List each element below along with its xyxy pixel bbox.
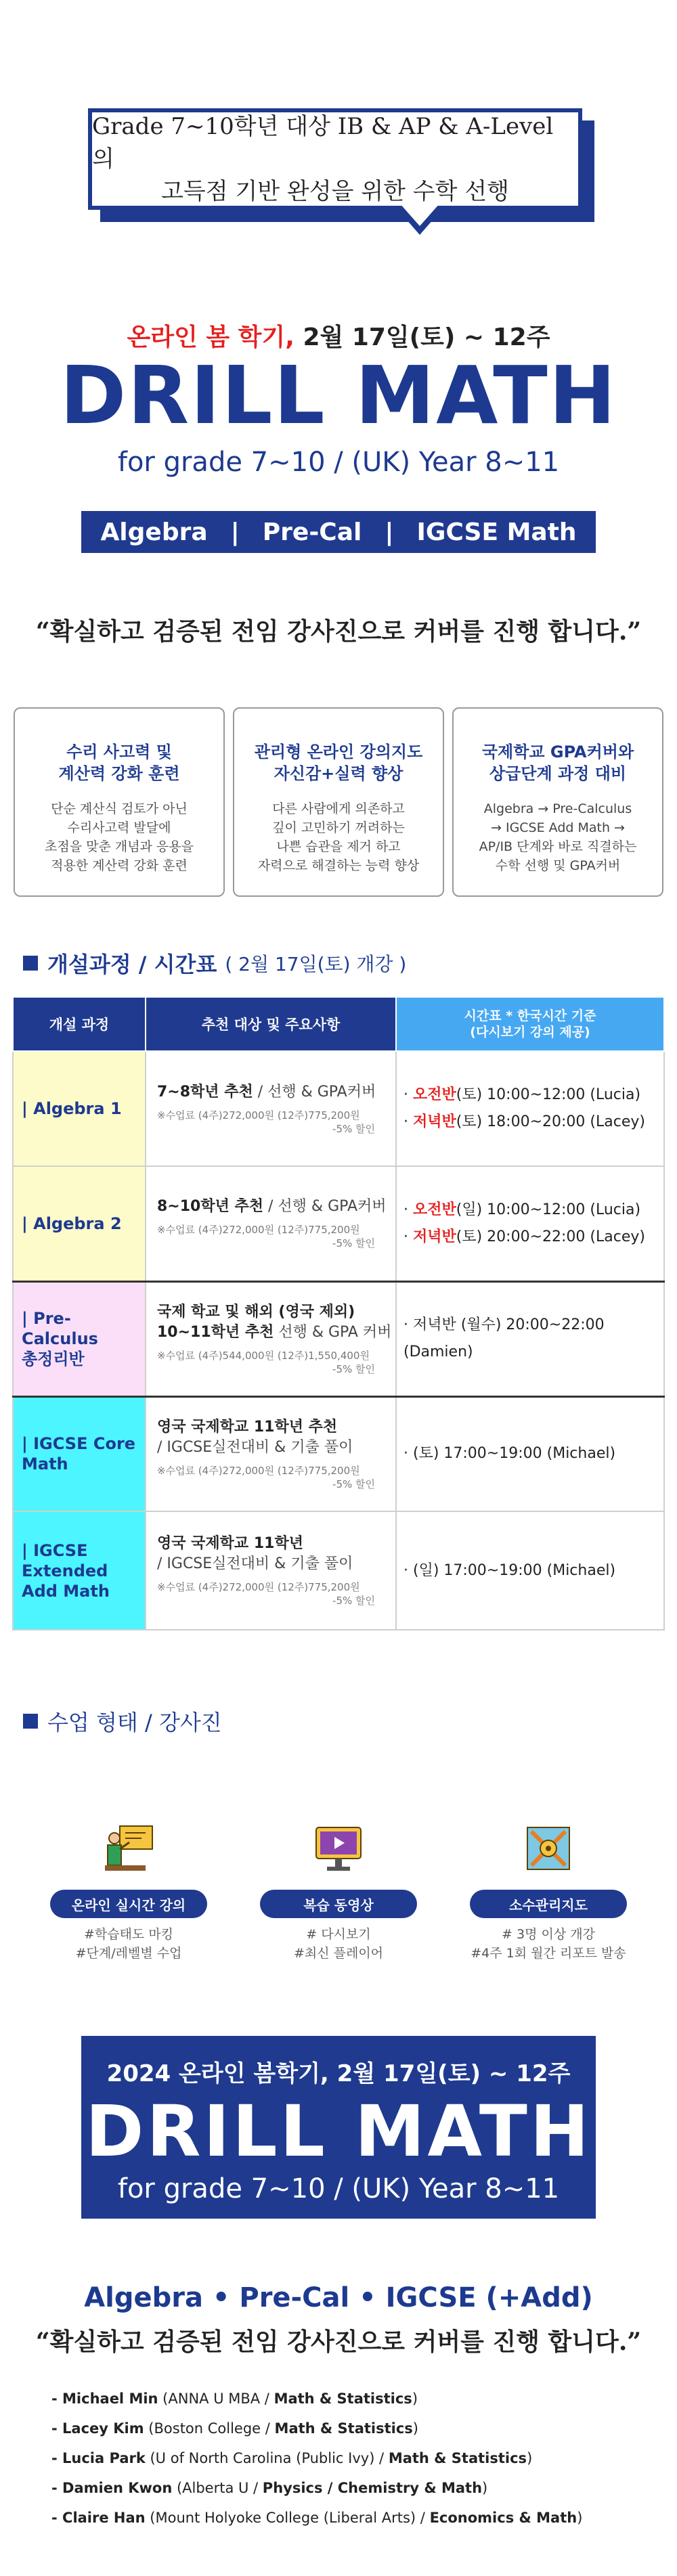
course-name: | IGCSE Extended Add Math [13, 1511, 146, 1630]
feature-card [452, 707, 663, 897]
tuition-fee: ※수업료 (4주)272,000원 (12주)775,200원 [157, 1581, 360, 1593]
tutor-major: Economics & Math [429, 2510, 577, 2526]
course-target [146, 1511, 396, 1630]
tutor-name: - Michael Min [51, 2391, 158, 2407]
class-types [47, 1821, 630, 1997]
target-note: 선행 & GPA 커버 [274, 1323, 392, 1341]
course-target [146, 1396, 396, 1511]
course-times [396, 1396, 664, 1511]
class-type-label: 복습 동영상 [260, 1890, 417, 1918]
subject-algebra: Algebra [100, 518, 208, 546]
time-slot-label: 오전반 [413, 1201, 456, 1218]
tutor-major: Math & Statistics [388, 2450, 527, 2466]
intro-line-1: Grade 7~10학년 대상 IB & AP & A-Level 의 [92, 113, 554, 173]
tuition-fee: ※수업료 (4주)544,000원 (12주)1,550,400원 [157, 1349, 370, 1362]
tutor-item [51, 2414, 634, 2443]
tutor-name: - Lucia Park [51, 2450, 146, 2466]
time-slot-label: 저녁반 [413, 1113, 456, 1130]
class-type-item [257, 1821, 420, 1997]
tutor-close: ) [412, 2420, 418, 2437]
tutor-school: (Alberta U / [172, 2480, 263, 2496]
class-type-tags: # 다시보기 #최신 플레이어 [293, 1927, 384, 1961]
schedule-start-date: ( 2월 17일(토) 개강 ) [225, 953, 407, 975]
quote-headline-2: “확실하고 검증된 전임 강사진으로 커버를 진행 합니다.” [35, 2328, 642, 2356]
course-times: · 오전반(일) 10:00~12:00 (Lucia) · 저녁반(토) 20:00~22:00 (Lacey) [396, 1166, 664, 1281]
tutor-item [51, 2384, 634, 2414]
schedule-table [12, 996, 665, 1630]
tutor-close: ) [482, 2480, 488, 2496]
time-slot: · (토) 17:00~19:00 (Michael) [403, 1445, 616, 1463]
class-type-label: 온라인 실시간 강의 [50, 1890, 207, 1918]
time-slot: · 저녁반 (월수) 20:00~22:00 (Damien) [403, 1316, 605, 1360]
feature-title: 관리형 온라인 강의지도 자신감+실력 향상 [254, 742, 423, 783]
quote-headline: “확실하고 검증된 전임 강사진으로 커버를 진행 합니다.” [35, 617, 642, 646]
subject-precal: Pre-Cal [262, 518, 362, 546]
tuition-fee: ※수업료 (4주)272,000원 (12주)775,200원 [157, 1109, 360, 1122]
target-grade: 8~10학년 추천 [157, 1198, 264, 1216]
table-header-row [13, 997, 664, 1051]
tutor-close: ) [577, 2510, 583, 2526]
table-row [13, 1166, 664, 1281]
time-slot: · (일) 17:00~19:00 (Michael) [403, 1561, 616, 1579]
banner-title: DRILL MATH [85, 2090, 592, 2173]
class-type-item [467, 1821, 630, 1997]
course-target [146, 1281, 396, 1396]
table-row [13, 1051, 664, 1166]
schedule-section-title [23, 948, 406, 979]
header-time-line2: (다시보기 강의 제공) [470, 1025, 590, 1040]
tutor-major: Math & Statistics [274, 2391, 412, 2407]
banner-grade: for grade 7~10 / (UK) Year 8~11 [117, 2173, 560, 2204]
course-times [396, 1281, 664, 1396]
header-target: 추천 대상 및 주요사항 [146, 997, 396, 1051]
season-label: 온라인 봄 학기, [127, 324, 294, 351]
time-slot: (토) 20:00~22:00 (Lacey) [456, 1228, 645, 1245]
course-name: | Algebra 1 [13, 1051, 146, 1166]
tutor-name: - Damien Kwon [51, 2480, 173, 2496]
course-name: | IGCSE Core Math [13, 1396, 146, 1511]
class-type-label: 소수관리지도 [470, 1890, 627, 1918]
course-name: | Pre- Calculus 총정리반 [13, 1281, 146, 1396]
discount-note: -5% 할인 [332, 1237, 375, 1250]
target-grade: 7~8학년 추천 [157, 1083, 253, 1101]
tutor-school: (ANNA U MBA / [158, 2391, 274, 2407]
tutor-name: - Claire Han [51, 2510, 146, 2526]
discount-note: -5% 할인 [332, 1595, 375, 1607]
target-note: / 선행 & GPA커버 [263, 1198, 387, 1216]
course-target [146, 1166, 396, 1281]
tuition-fee: ※수업료 (4주)272,000원 (12주)775,200원 [157, 1464, 360, 1477]
hero-grade: for grade 7~10 / (UK) Year 8~11 [117, 447, 560, 478]
target-note: / IGCSE실전대비 & 기출 풀이 [157, 1555, 353, 1572]
tuition-fee: ※수업료 (4주)272,000원 (12주)775,200원 [157, 1224, 360, 1237]
square-bullet-icon [23, 956, 38, 971]
target-grade: 국제 학교 및 해외 (영국 제외) 10~11학년 추천 [157, 1303, 355, 1341]
teacher-icon [101, 1821, 156, 1876]
tutor-item [51, 2503, 634, 2533]
course-target [146, 1051, 396, 1166]
time-slot: (토) 18:00~20:00 (Lacey) [456, 1113, 645, 1130]
course-name: | Algebra 2 [13, 1166, 146, 1281]
bottom-banner [81, 2036, 596, 2219]
tutor-close: ) [527, 2450, 533, 2466]
subjects-line: Algebra • Pre-Cal • IGCSE (+Add) [84, 2282, 593, 2313]
feature-card [233, 707, 444, 897]
tutor-school: (Boston College / [144, 2420, 275, 2437]
table-row [13, 1511, 664, 1630]
target-note: / 선행 & GPA커버 [253, 1083, 376, 1101]
subject-divider: | [230, 518, 240, 546]
banner-season: 2024 온라인 봄학기, 2월 17일(토) ~ 12주 [106, 2060, 571, 2087]
time-slot-label: 오전반 [413, 1086, 456, 1103]
header-time-line1: 시간표 * 한국시간 기준 [464, 1008, 596, 1023]
class-type-tags: #학습태도 마킹 #단계/레벨별 수업 [75, 1927, 182, 1961]
class-section-title [23, 1706, 222, 1737]
course-times [396, 1511, 664, 1630]
intro-speech-bubble [88, 108, 589, 217]
feature-body: Algebra → Pre-Calculus → IGCSE Add Math → AP/IB 단계와 바로 직결하는 수학 선행 및 GPA커버 [479, 801, 637, 873]
feature-title: 수리 사고력 및 계산력 강화 훈련 [58, 742, 180, 783]
tutor-school: (U of North Carolina (Public Ivy) / [145, 2450, 389, 2466]
tutor-major: Math & Statistics [274, 2420, 413, 2437]
feature-title: 국제학교 GPA커버와 상급단계 과정 대비 [481, 742, 634, 783]
header-course: 개설 과정 [13, 997, 146, 1051]
tutor-list [51, 2384, 634, 2533]
season-dates: 2월 17일(토) ~ 12주 [294, 324, 550, 351]
discount-note: -5% 할인 [332, 1362, 375, 1375]
video-icon [311, 1821, 366, 1876]
class-title: 수업 형태 / 강사진 [47, 1710, 222, 1735]
subject-igcse: IGCSE Math [416, 518, 577, 546]
season-heading [0, 318, 677, 353]
square-bullet-icon [23, 1714, 38, 1729]
intro-line-2: 고득점 기반 완성을 위한 수학 선행 [161, 178, 509, 205]
hero-title: DRILL MATH [60, 349, 617, 442]
feature-cards [14, 707, 663, 897]
discount-note: -5% 할인 [332, 1478, 375, 1490]
header-time [396, 997, 664, 1051]
tutor-name: - Lacey Kim [51, 2420, 144, 2437]
target-note: / IGCSE실전대비 & 기출 풀이 [157, 1438, 353, 1456]
tutor-major: Physics / Chemistry & Math [262, 2480, 483, 2496]
tutor-item [51, 2473, 634, 2503]
feature-card [14, 707, 225, 897]
table-row [13, 1396, 664, 1511]
target-grade: 영국 국제학교 11학년 [157, 1535, 303, 1552]
course-times: · 오전반(토) 10:00~12:00 (Lucia) · 저녁반(토) 18:00~20:00 (Lacey) [396, 1051, 664, 1166]
time-slot: (일) 10:00~12:00 (Lucia) [456, 1201, 641, 1218]
schedule-title: 개설과정 / 시간표 [47, 952, 217, 977]
discount-note: -5% 할인 [332, 1122, 375, 1135]
table-row [13, 1281, 664, 1396]
tutor-item [51, 2443, 634, 2473]
subject-divider: | [385, 518, 394, 546]
class-type-tags: # 3명 이상 개강 #4주 1회 월간 리포트 발송 [471, 1927, 626, 1961]
target-grade: 영국 국제학교 11학년 추천 [157, 1418, 338, 1436]
time-slot: (토) 10:00~12:00 (Lucia) [456, 1086, 641, 1103]
class-type-item [47, 1821, 210, 1997]
time-slot-label: 저녁반 [413, 1228, 456, 1245]
tutor-school: (Mount Holyoke College (Liberal Arts) / [145, 2510, 430, 2526]
management-icon [521, 1821, 576, 1876]
subjects-bar [81, 511, 596, 553]
feature-body: 단순 계산식 검토가 아닌 수리사고력 발달에 초점을 맞춘 개념과 응용을 적용한 계산력 강화 훈련 [44, 801, 194, 873]
tutor-close: ) [412, 2391, 418, 2407]
feature-body: 다른 사람에게 의존하고 깊이 고민하기 꺼려하는 나쁜 습관을 제거 하고 자력으로 해결하는 능력 향상 [257, 801, 420, 873]
